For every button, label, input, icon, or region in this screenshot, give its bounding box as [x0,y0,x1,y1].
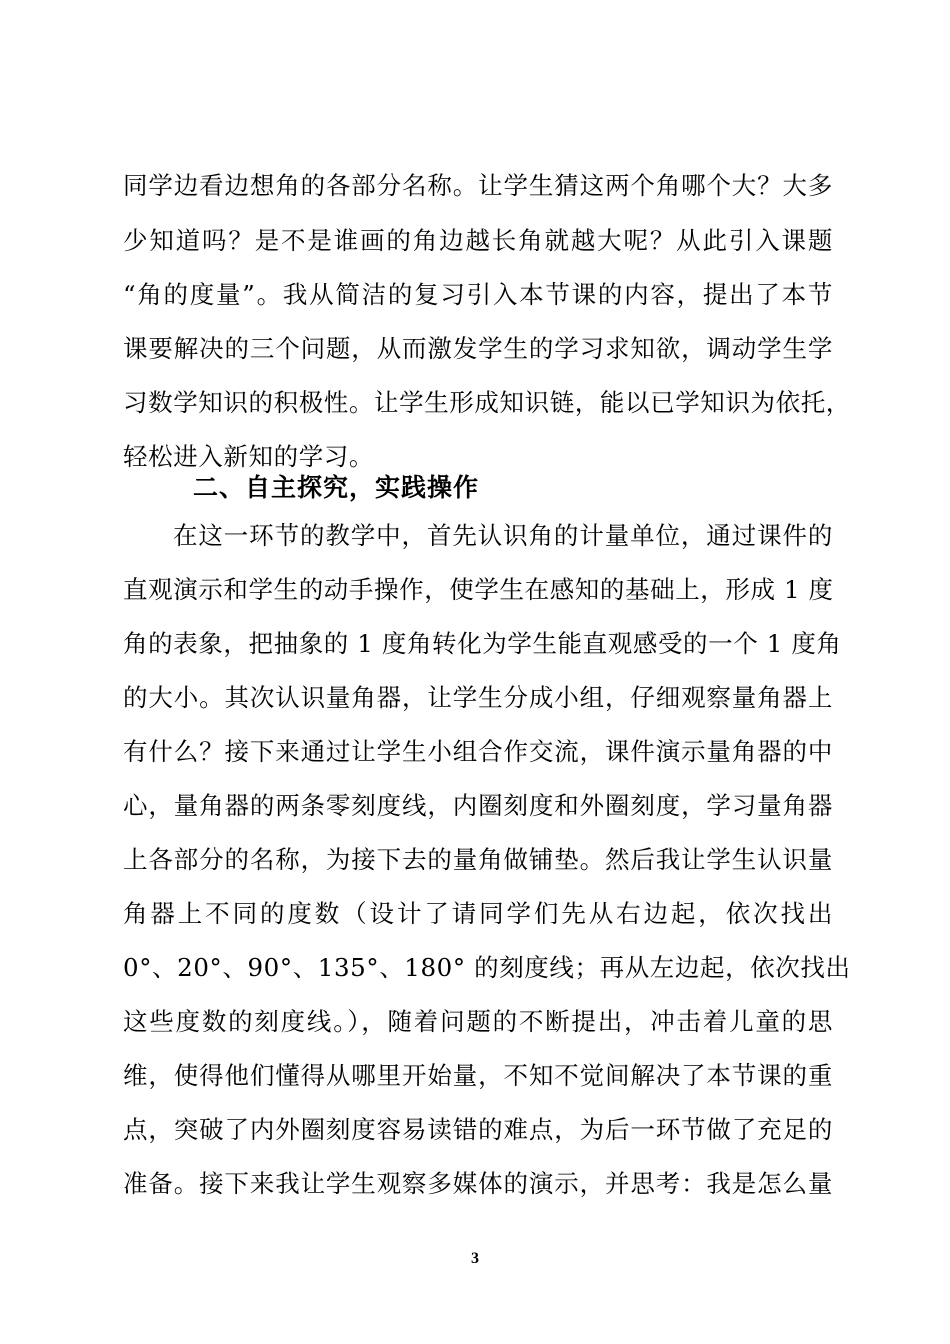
paragraph-2-line-9: 0°、20°、90°、135°、180° 的刻度线；再从左边起，依次找出 [123,953,851,982]
paragraph-2-line-6: 心，量角器的两条零刻度线，内圈刻度和外圈刻度，学习量角器 [123,791,833,820]
paragraph-2-line-3: 角的表象，把抽象的 1 度角转化为学生能直观感受的一个 1 度角 [123,629,842,658]
paragraph-2-line-4: 的大小。其次认识量角器，让学生分成小组，仔细观察量角器上 [123,683,833,712]
paragraph-2-line-12: 点，突破了内外圈刻度容易读错的难点，为后一环节做了充足的 [123,1115,833,1144]
paragraph-1-line-1: 同学边看边想角的各部分名称。让学生猜这两个角哪个大？大多 [123,171,833,200]
paragraph-1-line-6: 轻松进入新知的学习。 [123,442,374,471]
paragraph-2-line-8: 角器上不同的度数（设计了请同学们先从右边起，依次找出 [123,899,833,928]
paragraph-2-line-2: 直观演示和学生的动手操作，使学生在感知的基础上，形成 1 度 [123,575,834,604]
paragraph-1-line-5: 习数学知识的积极性。让学生形成知识链，能以已学知识为依托， [123,388,851,417]
paragraph-1-line-2: 少知道吗？是不是谁画的角边越长角就越大呢？从此引入课题 [123,226,833,255]
paragraph-1-line-4: 课要解决的三个问题，从而激发学生的学习求知欲，调动学生学 [123,334,833,363]
paragraph-2-line-10: 这些度数的刻度线。），随着问题的不断提出，冲击着儿童的思 [123,1007,833,1036]
paragraph-2-line-7: 上各部分的名称，为接下去的量角做铺垫。然后我让学生认识量 [123,845,833,874]
paragraph-1-line-3: “角的度量”。我从简洁的复习引入本节课的内容，提出了本节 [123,280,833,309]
paragraph-2-line-11: 维，使得他们懂得从哪里开始量，不知不觉间解决了本节课的重 [123,1061,833,1090]
paragraph-2-line-1: 在这一环节的教学中，首先认识角的计量单位，通过课件的 [173,521,833,550]
section-heading: 二、自主探究，实践操作 [193,473,480,502]
paragraph-2-line-5: 有什么？接下来通过让学生小组合作交流，课件演示量角器的中 [123,737,833,766]
page-number: 3 [471,1250,479,1267]
paragraph-2-line-13: 准备。接下来我让学生观察多媒体的演示，并思考：我是怎么量 [123,1169,833,1198]
